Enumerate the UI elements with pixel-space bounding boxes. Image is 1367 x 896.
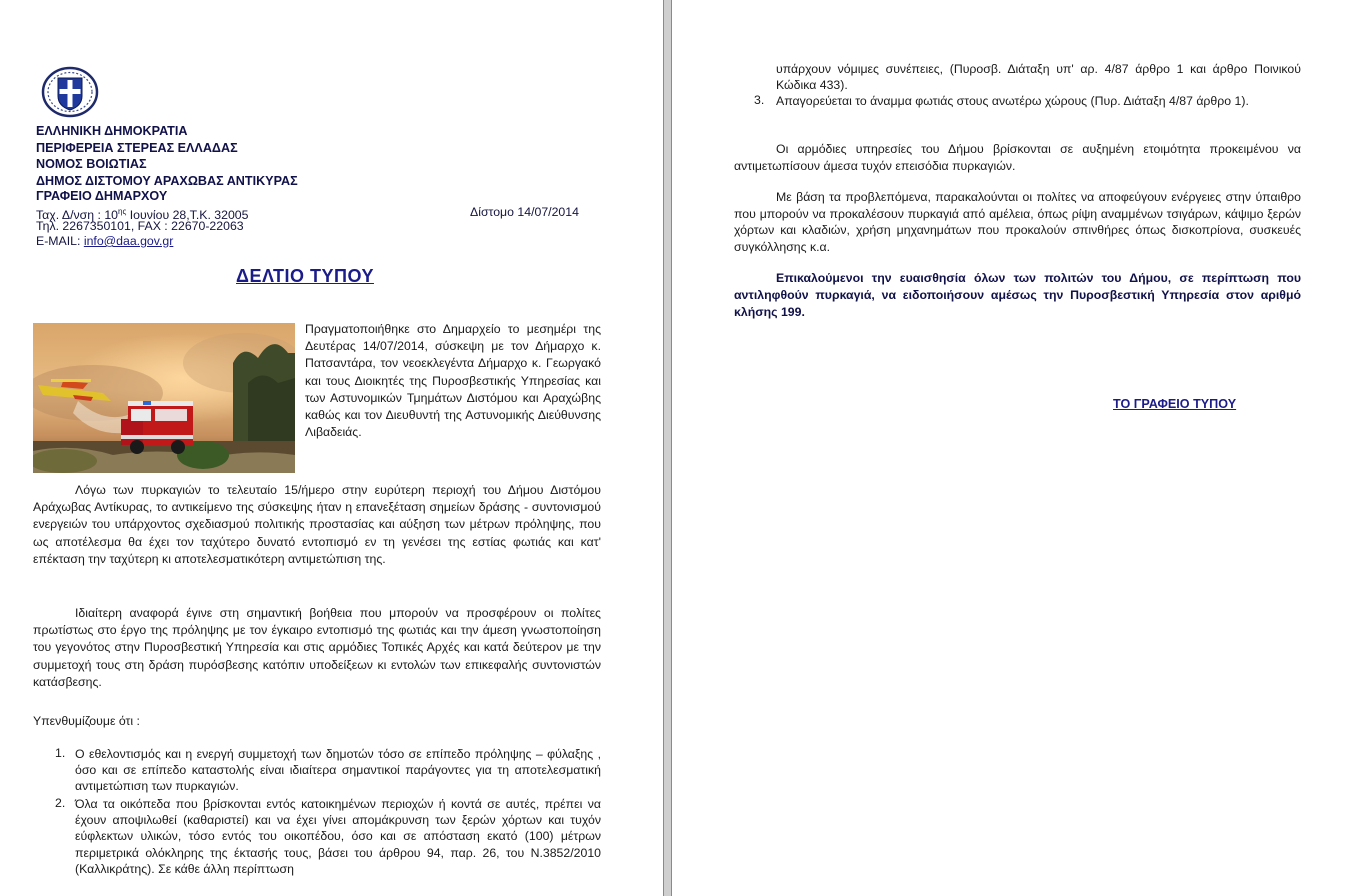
address: Ταχ. Δ/νση : $10^{\eta\varsigma}$ Ιουνίου 28,Τ.Κ. 32005 [36,207,249,223]
right-page [672,0,1367,896]
list-number: 2. [55,796,66,810]
paragraph: Ιδιαίτερη αναφορά έγινε στη σημαντική βοήθεια που μπορούν να προσφέρουν οι πολίτες πρωτίστως στο έργο της πρόληψης με τον έγκαιρο εντοπισμό της φωτιάς και την άμεση γνωστοποίηση του γεγονότος στην Πυροσβεστική Υπηρεσία και στις αρμόδιες Τοπικές Αρχές και κατά δεύτερον με την συμμετοχή τους στη δράση πυρόσβεσης κατόπιν υποδείξεων κι εντολών των επικεφαλής συντονιστών κατάσβεσης. [33,606,601,689]
intro-paragraph: Πραγματοποιήθηκε στο Δημαρχείο το μεσημέρι της Δευτέρας 14/07/2014, σύσκεψη με τον Δήμαρχο κ. Πατσαντάρα, τον νεοεκλεγέντα Δήμαρχο κ. Γεωργακό και τους Διοικητές της Πυροσβεστικής Υπηρεσίας και των Αστυνομικών Τμημάτων Διστόμου και Αραχώβης καθώς και τον Διευθυντή της Αστυνομικής Διεύθυνσης Λιβαδειάς. [305,322,601,440]
firefighting-photo [33,323,295,473]
list-item-continued: υπάρχουν νόμιμες συνέπειες, (Πυροσβ. Διάταξη υπ' αρ. 4/87 άρθρο 1 και άρθρο Ποινικού Κώδικα 433). [776,62,1301,93]
list-number: 3. [754,93,765,107]
list-item: Ο εθελοντισμός και η ενεργή συμμετοχή των δημοτών τόσο σε επίπεδο πρόληψης – φύλαξης , όσο και σε επίπεδο καταστολής είναι ιδιαίτερα σημαντικοί παράγοντες για τη αποτελεσματική αντιμετώπιση των πυρκαγιών. [75,747,601,794]
header-line: ΕΛΛΗΝΙΚΗ ΔΗΜΟΚΡΑΤΙΑ [36,124,188,138]
header-block [36,123,298,204]
paragraph: Λόγω των πυρκαγιών το τελευταίο 15/ήμερο στην ευρύτερη περιοχή του Δήμου Διστόμου Αράχωβας Αντίκυρας, το αντικείμενο της σύσκεψης ήταν η επανεξέταση σημείων δράσης - συντονισμού ενεργειών του υπάρχοντος σχεδιασμού πολιτικής προστασίας και αύξηση των μέτρων πρόληψης, που ως αποτέλεσμα θα έχει τον ταχύτερο δυνατό εντοπισμό εν τη γενέσει της εστίας φωτιάς και κατ' επέκταση την ταχύτερη κι αποτελεσματικότερη αντιμετώπιση της. [33,483,601,566]
reminder-heading: Υπενθυμίζουμε ότι : [33,714,140,728]
email-link[interactable]: info@daa.gov.gr [83,234,174,248]
paragraph: Με βάση τα προβλεπόμενα, παρακαλούνται οι πολίτες να αποφεύγουν ενέργειες στην ύπαιθρο που μπορούν να προκαλέσουν πυρκαγιά από αμέλεια, όπως ρίψη αναμμένων τσιγάρων, κάψιμο ξερών χόρτων και κλαδιών, χρήση μηχανημάτων που προκαλούν σπινθήρες όπως δισκοπρίονα, συσκευές συγκόλλησης κ.α. [734,190,1301,254]
greek-coat-of-arms-icon [40,66,100,118]
date: Δίστομο 14/07/2014 [470,205,579,219]
header-line: ΔΗΜΟΣ ΔΙΣΤΟΜΟΥ ΑΡΑΧΩΒΑΣ ΑΝΤΙΚΥΡΑΣ [36,173,298,188]
list-item: Όλα τα οικόπεδα που βρίσκονται εντός κατοικημένων περιοχών ή κοντά σε αυτές, πρέπει να έχουν αποψιλωθεί (καθαριστεί) και να έχει γίνει απομάκρυνση των ξερών χόρτων και τυχόν εύφλεκτων υλικών, τόσο εντός του οικοπέδου, όσο και σε απόσταση εκατό (100) μέτρων περιμετρικά ολόκληρης της έκτασής τους, βάσει του άρθρου 94, παρ. 26, του Ν.3852/2010 (Καλλικράτης). Σε κάθε άλλη περίπτωση [75,797,601,876]
page-title: ΔΕΛΤΙΟ ΤΥΠΟΥ [236,266,374,286]
email-line: E-MAIL: info@daa.gov.gr [36,234,174,248]
phone-fax: Τηλ. 2267350101, FAX : 22670-22063 [36,219,244,233]
header-line: ΝΟΜΟΣ ΒΟΙΩΤΙΑΣ [36,157,147,171]
header-line: ΠΕΡΙΦΕΡΕΙΑ ΣΤΕΡΕΑΣ ΕΛΛΑΔΑΣ [36,140,238,155]
list-item: Απαγορεύεται το άναμμα φωτιάς στους ανωτέρω χώρους (Πυρ. Διάταξη 4/87 άρθρο 1). [776,94,1249,108]
appeal-paragraph: Επικαλούμενοι την ευαισθησία όλων των πολιτών του Δήμου, σε περίπτωση που αντιληφθούν πυρκαγιά, να ειδοποιήσουν αμέσως την Πυροσβεστική Υπηρεσία στον αριθμό κλήσης 199. [734,271,1301,319]
signature: ΤΟ ΓΡΑΦΕΙΟ ΤΥΠΟΥ [1113,397,1237,411]
page-gutter [663,0,672,896]
list-number: 1. [55,746,66,760]
header-line: ΓΡΑΦΕΙΟ ΔΗΜΑΡΧΟΥ [36,189,168,203]
left-page [0,0,663,896]
paragraph: Οι αρμόδιες υπηρεσίες του Δήμου βρίσκονται σε αυξημένη ετοιμότητα προκειμένου να αντιμετωπίσουν άμεσα τυχόν επεισόδια πυρκαγιών. [734,142,1301,173]
